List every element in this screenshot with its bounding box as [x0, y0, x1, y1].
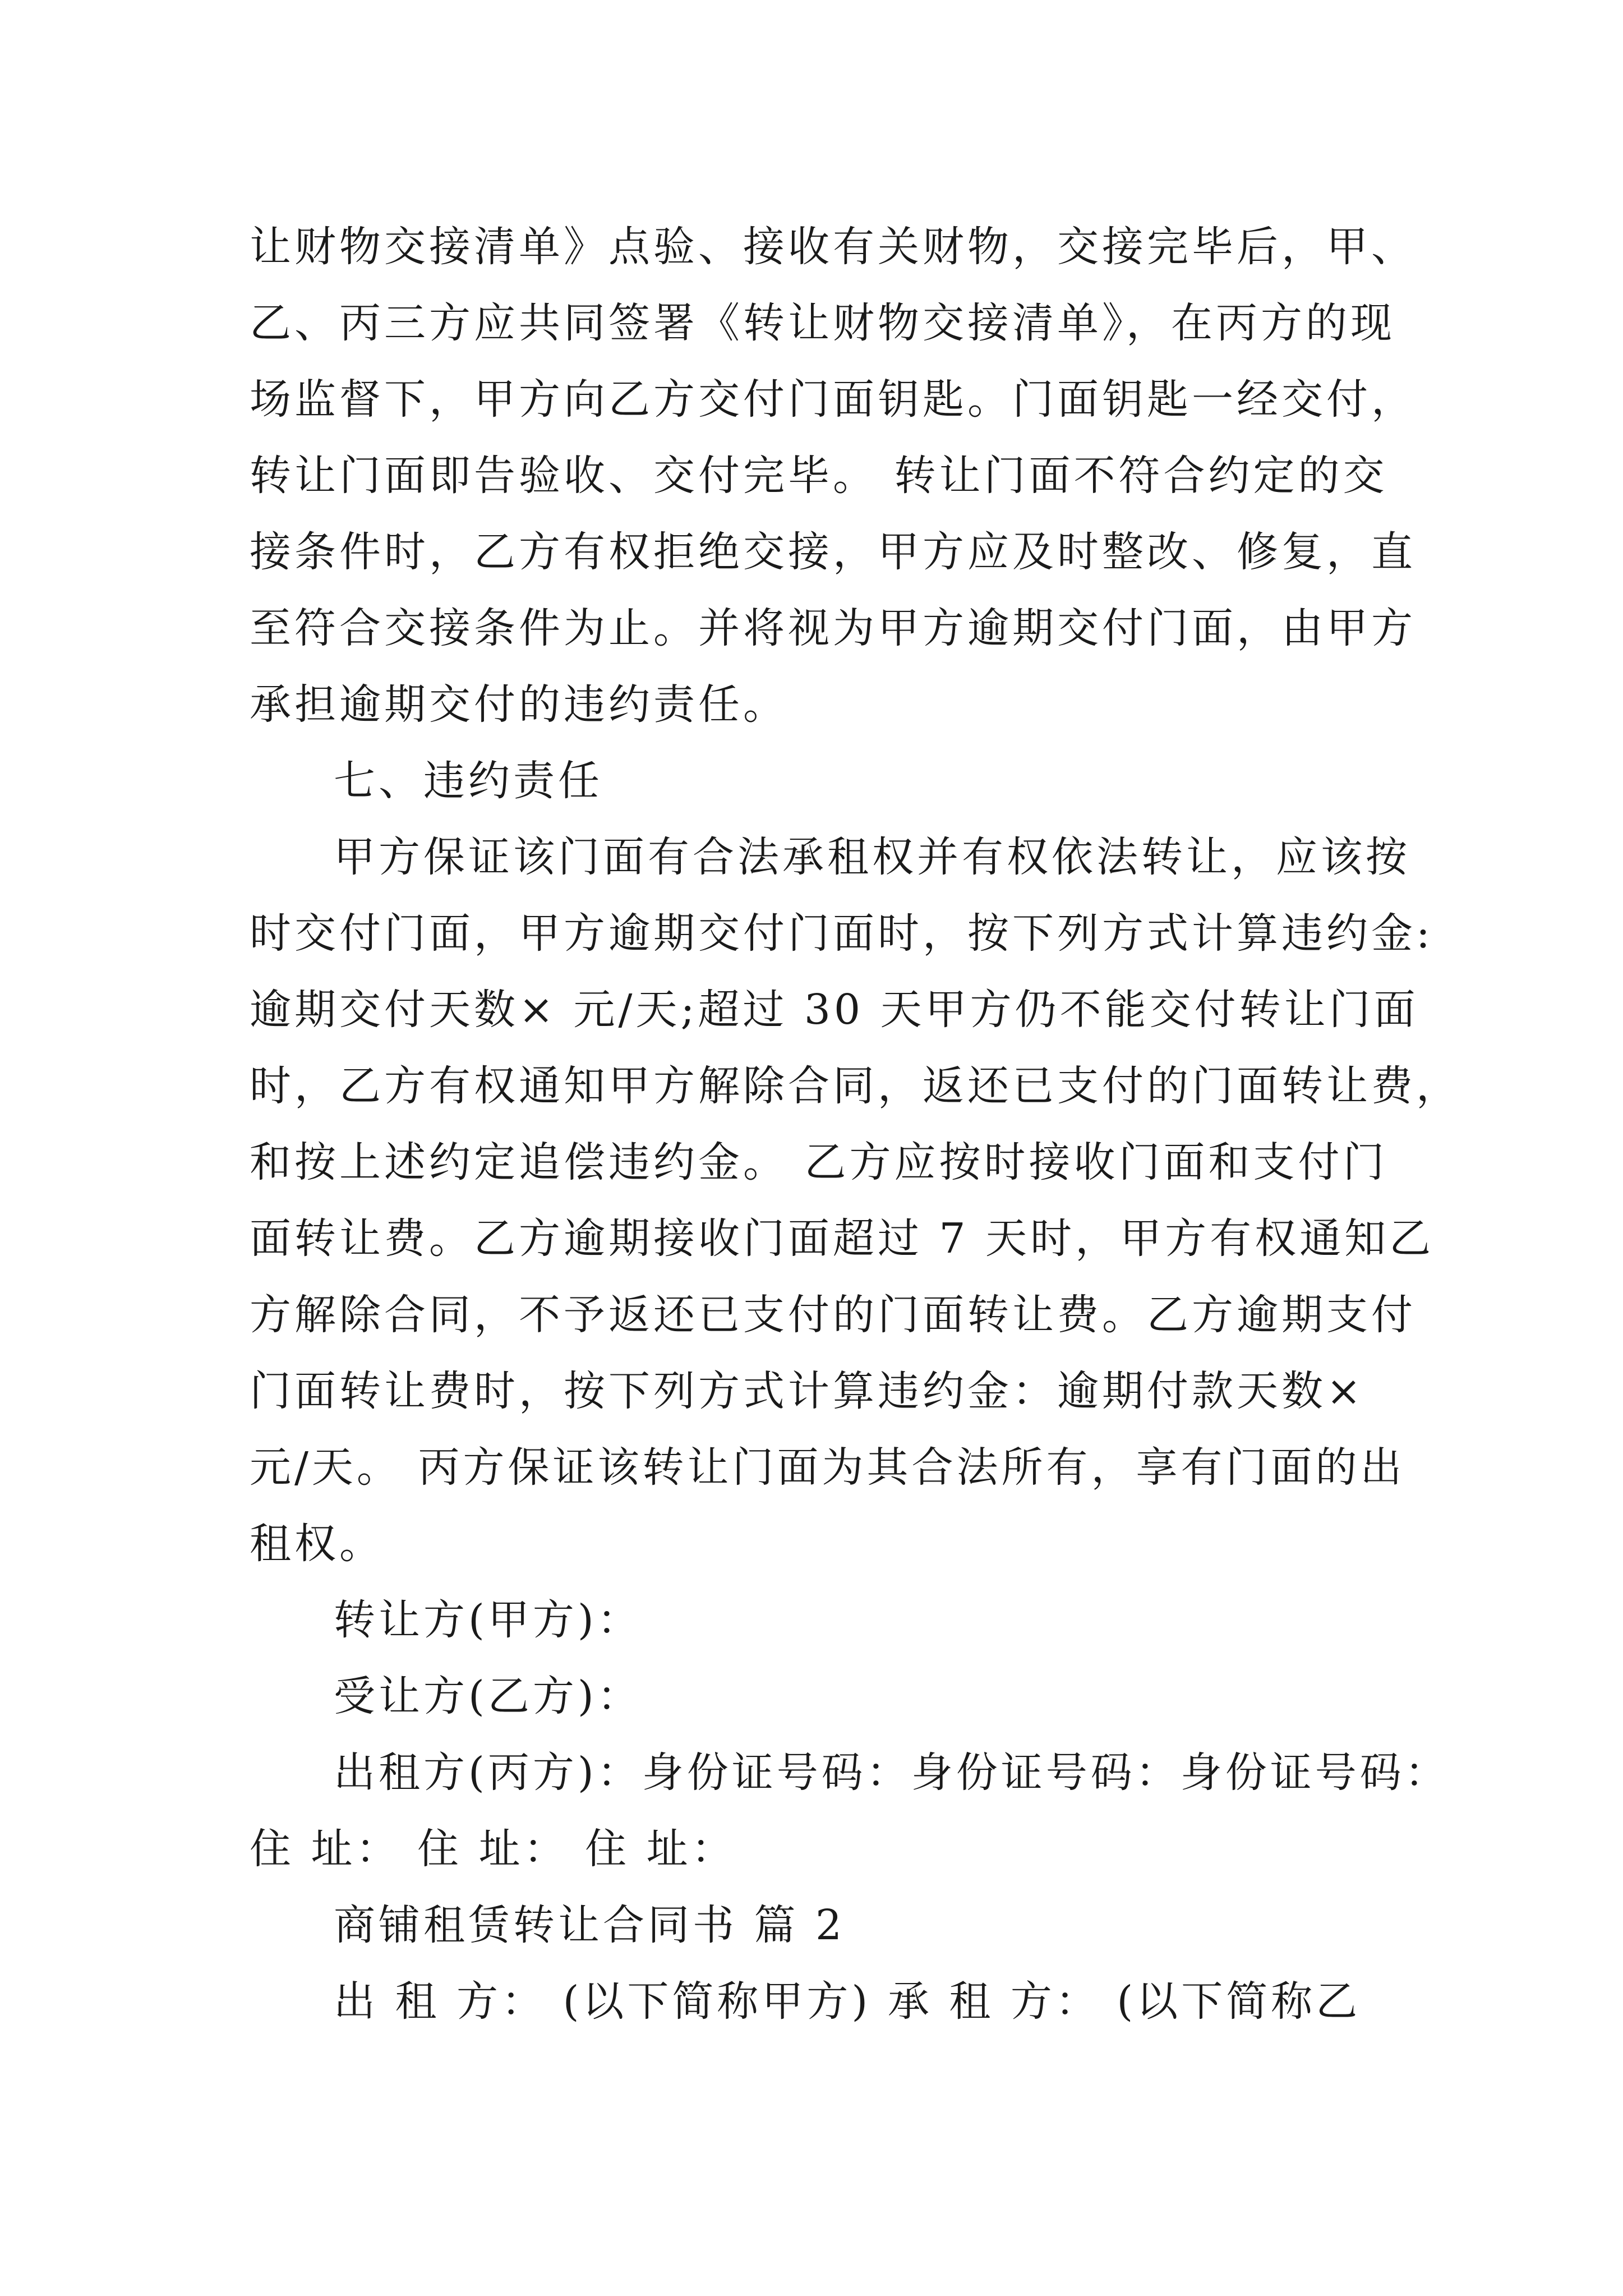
section-heading: 七、违约责任: [334, 757, 603, 805]
text-line: 承担逾期交付的违约责任。: [250, 680, 788, 729]
text-line: 元/天。 丙方保证该转让门面为其合法所有，享有门面的出: [250, 1443, 1405, 1492]
text-line: 至符合交接条件为止。并将视为甲方逾期交付门面，由甲方: [250, 604, 1416, 652]
text-line: 场监督下，甲方向乙方交付门面钥匙。门面钥匙一经交付，: [250, 375, 1416, 424]
text-line: 时交付门面，甲方逾期交付门面时，按下列方式计算违约金:: [250, 909, 1433, 958]
signature-line-transferee: 受让方(乙方)：: [334, 1672, 642, 1720]
text-line: 时，乙方有权通知甲方解除合同，返还已支付的门面转让费，: [250, 1062, 1461, 1110]
text-line: 租权。: [250, 1520, 384, 1568]
text-line: 门面转让费时，按下列方式计算违约金：逾期付款天数×: [250, 1367, 1365, 1415]
text-line: 乙、丙三方应共同签署《转让财物交接清单》，在丙方的现: [250, 299, 1395, 347]
text-line: 面转让费。乙方逾期接收门面超过 7 天时，甲方有权通知乙: [250, 1214, 1435, 1263]
signature-line-lessor: 出租方(丙方)：身份证号码：身份证号码：身份证号码：: [334, 1749, 1450, 1797]
contract-title: 商铺租赁转让合同书 篇 2: [334, 1901, 846, 1949]
address-line: 住 址： 住 址： 住 址：: [250, 1825, 736, 1873]
text-line: 甲方保证该门面有合法承租权并有权依法转让，应该按: [334, 833, 1410, 881]
text-line: 方解除合同，不予返还已支付的门面转让费。乙方逾期支付: [250, 1291, 1416, 1339]
text-line: 转让门面即告验收、交付完毕。 转让门面不符合约定的交: [250, 452, 1388, 500]
text-line: 出 租 方： (以下简称甲方) 承 租 方： (以下简称乙: [334, 1977, 1361, 2026]
document-body: [250, 209, 1461, 2040]
text-line: 接条件时，乙方有权拒绝交接，甲方应及时整改、修复，直: [250, 528, 1416, 576]
signature-line-transferor: 转让方(甲方)：: [334, 1596, 642, 1644]
text-line: 逾期交付天数× 元/天;超过 30 天甲方仍不能交付转让门面: [250, 986, 1419, 1034]
text-line: 让财物交接清单》点验、接收有关财物，交接完毕后，甲、: [250, 223, 1416, 271]
text-line: 和按上述约定追偿违约金。 乙方应按时接收门面和支付门: [250, 1138, 1388, 1186]
